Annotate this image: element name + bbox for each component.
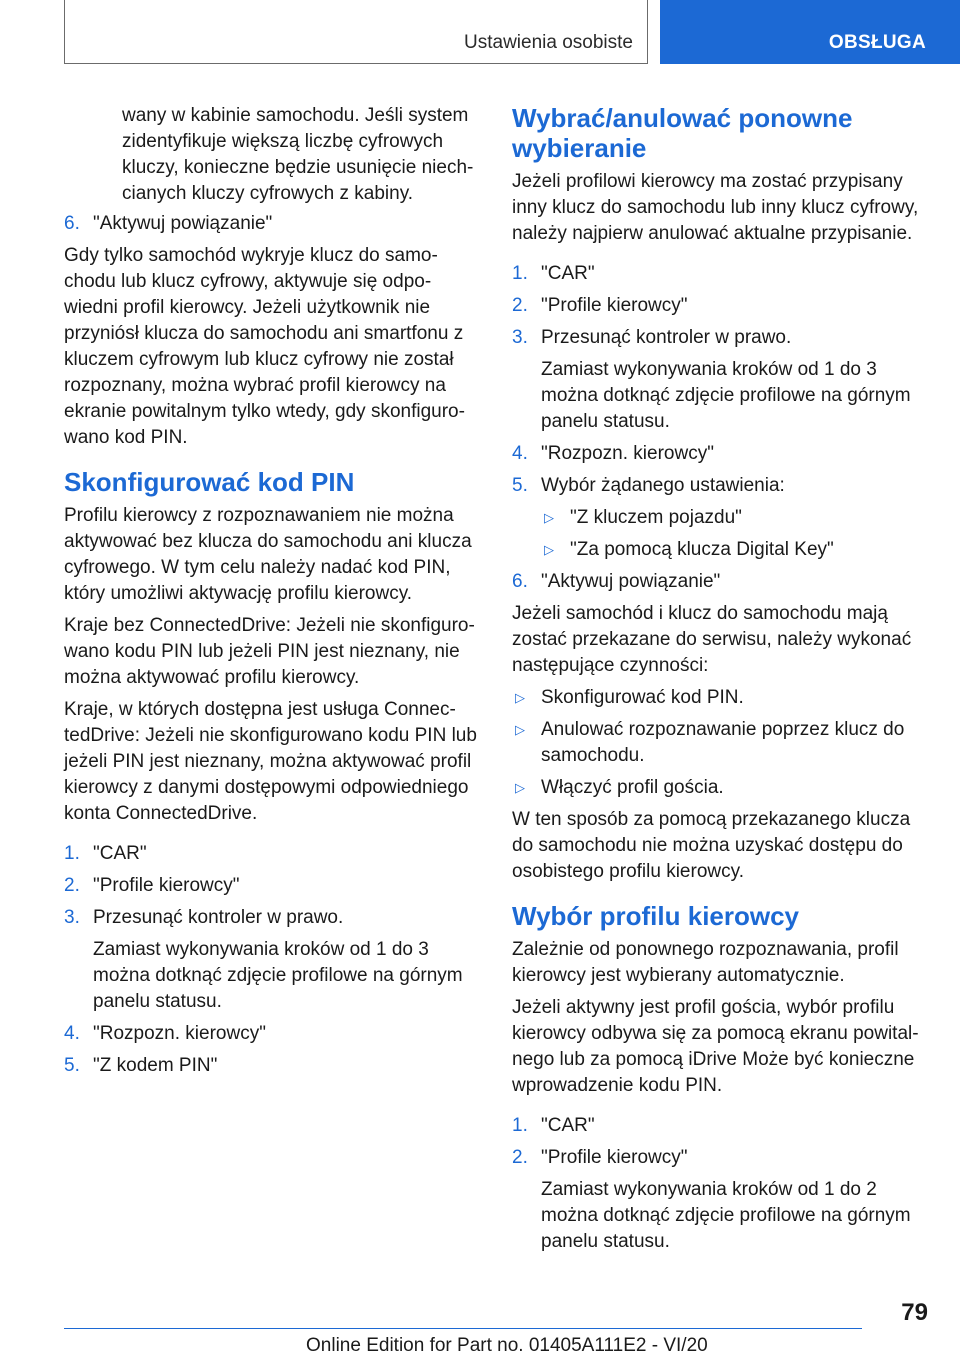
reselect-step-list-end bbox=[512, 569, 926, 595]
list-item bbox=[512, 293, 926, 319]
step-number: 3. bbox=[512, 327, 528, 348]
list-item bbox=[512, 505, 926, 531]
step-note: Zamiast wykonywania kroków od 1 do 3 można dotknąć zdjęcie profilowe na górnym panelu statusu. bbox=[93, 939, 463, 1012]
paragraph: Profilu kierowcy z rozpoznawaniem nie można aktywować bez klucza do samochodu ani klucza cyfrowego. W tym celu należy nadać kod PIN, który umożliwi aktywację profilu kierowcy. bbox=[64, 505, 472, 604]
paragraph: Jeżeli profilowi kierowcy ma zostać przypisany inny klucz do samochodu lub inny klucz cyfrowy, należy najpierw anulować aktualne przypisanie. bbox=[512, 171, 919, 244]
step-number: 3. bbox=[64, 907, 80, 928]
step-number: 1. bbox=[64, 843, 80, 864]
paragraph: Jeżeli samochód i klucz do samochodu mają zostać przekazane do serwisu, należy wykonać następujące czynności: bbox=[512, 603, 912, 676]
list-item bbox=[64, 841, 478, 867]
step-number: 2. bbox=[512, 1147, 528, 1168]
left-column bbox=[64, 103, 478, 1085]
list-item bbox=[512, 473, 926, 499]
header-section-title: Ustawienia osobiste bbox=[464, 32, 633, 53]
list-item bbox=[512, 325, 926, 435]
step-number: 6. bbox=[64, 213, 80, 234]
list-item bbox=[512, 1145, 926, 1255]
bullet-text: Skonfigurować kod PIN. bbox=[541, 687, 744, 708]
header-chapter-label: OBSŁUGA bbox=[828, 32, 926, 53]
step-number: 1. bbox=[512, 263, 528, 284]
step-number: 4. bbox=[64, 1023, 80, 1044]
pin-step-list bbox=[64, 841, 478, 1079]
step-text: "CAR" bbox=[541, 1115, 595, 1136]
continued-step-text: wany w kabinie samochodu. Jeśli system zidentyfikuje większą liczbę cyfrowych kluczy, konieczne będzie usunięcie niechcianych kluczy cyfrowych z kabiny. bbox=[122, 105, 474, 204]
paragraph: Gdy tylko samochód wykryje klucz do samochodu lub klucz cyfrowy, aktywuje się odpowiedni profil kierowcy. Jeżeli użytkownik nie przyniósł klucza do samochodu ani smartfonu z kluczem cyfrowym lub klucz cyfrowy nie został rozpoznany, można wybrać profil kierowcy na ekranie powitalnym tylko wtedy, gdy skonfigurowano kod PIN. bbox=[64, 245, 465, 448]
reselect-step-list bbox=[512, 261, 926, 499]
step-note: Zamiast wykonywania kroków od 1 do 3 można dotknąć zdjęcie profilowe na górnym panelu statusu. bbox=[541, 359, 911, 432]
paragraph: Kraje bez ConnectedDrive: Jeżeli nie skonfigurowano kodu PIN lub jeżeli PIN jest nieznany, nie można aktywować profilu kierowcy. bbox=[64, 615, 475, 688]
section-heading-reselect: Wybrać/anulować ponowne wybieranie bbox=[512, 103, 853, 163]
triangle-bullet-icon: ▷ bbox=[544, 510, 554, 525]
header-section-box bbox=[64, 0, 648, 64]
step-number: 6. bbox=[512, 571, 528, 592]
step-number: 2. bbox=[64, 875, 80, 896]
list-item bbox=[512, 685, 926, 711]
header-chapter-tab bbox=[660, 0, 960, 64]
footer-edition-text: Online Edition for Part no. 01405A111E2 - VI/20 bbox=[306, 1335, 708, 1356]
step-number: 4. bbox=[512, 443, 528, 464]
step-text: "Rozpozn. kierowcy" bbox=[93, 1023, 266, 1044]
triangle-bullet-icon: ▷ bbox=[544, 542, 554, 557]
bullet-text: Włączyć profil gościa. bbox=[541, 777, 724, 798]
triangle-bullet-icon: ▷ bbox=[515, 722, 525, 737]
footer-divider bbox=[64, 1328, 862, 1329]
step-list-continued bbox=[64, 211, 478, 237]
service-bullet-list bbox=[512, 685, 926, 801]
step-text: "CAR" bbox=[93, 843, 147, 864]
section-heading-profile-select: Wybór profilu kierowcy bbox=[512, 901, 800, 931]
paragraph: Jeżeli aktywny jest profil gościa, wybór profilu kierowcy odbywa się za pomocą ekranu powitalnego lub za pomocą iDrive Może być konieczne wprowadzenie kodu PIN. bbox=[512, 997, 919, 1096]
list-item bbox=[512, 717, 926, 769]
step-text: "Z kodem PIN" bbox=[93, 1055, 218, 1076]
step-number: 5. bbox=[512, 475, 528, 496]
step-text: "Profile kierowcy" bbox=[93, 875, 240, 896]
list-item bbox=[512, 537, 926, 563]
bullet-text: "Z kluczem pojazdu" bbox=[570, 507, 742, 528]
bullet-text: Anulować rozpoznawanie poprzez klucz do samochodu. bbox=[541, 719, 905, 766]
list-item bbox=[64, 1053, 478, 1079]
list-item bbox=[64, 211, 478, 237]
page-number: 79 bbox=[901, 1299, 928, 1326]
step-number: 1. bbox=[512, 1115, 528, 1136]
list-item bbox=[64, 905, 478, 1015]
list-item bbox=[512, 775, 926, 801]
triangle-bullet-icon: ▷ bbox=[515, 780, 525, 795]
list-item bbox=[512, 569, 926, 595]
paragraph: Zależnie od ponownego rozpoznawania, profil kierowcy jest wybierany automatycznie. bbox=[512, 939, 899, 986]
triangle-bullet-icon: ▷ bbox=[515, 690, 525, 705]
sub-bullet-list bbox=[512, 505, 926, 563]
right-column bbox=[512, 103, 926, 1261]
section-heading-pin: Skonfigurować kod PIN bbox=[64, 467, 355, 497]
list-item bbox=[512, 261, 926, 287]
step-text: "CAR" bbox=[541, 263, 595, 284]
step-number: 5. bbox=[64, 1055, 80, 1076]
list-item bbox=[64, 873, 478, 899]
paragraph: W ten sposób za pomocą przekazanego klucza do samochodu nie można uzyskać dostępu do osobistego profilu kierowcy. bbox=[512, 809, 911, 882]
bullet-text: "Za pomocą klucza Digital Key" bbox=[570, 539, 834, 560]
step-text: "Rozpozn. kierowcy" bbox=[541, 443, 714, 464]
step-text: "Profile kierowcy" bbox=[541, 1147, 688, 1168]
step-text: "Profile kierowcy" bbox=[541, 295, 688, 316]
step-text: Wybór żądanego ustawienia: bbox=[541, 475, 785, 496]
step-text: "Aktywuj powiązanie" bbox=[93, 213, 273, 234]
step-number: 2. bbox=[512, 295, 528, 316]
list-item bbox=[512, 441, 926, 467]
profile-select-step-list bbox=[512, 1113, 926, 1255]
list-item bbox=[64, 1021, 478, 1047]
step-text: Przesunąć kontroler w prawo. bbox=[93, 907, 344, 928]
step-text: Przesunąć kontroler w prawo. bbox=[541, 327, 792, 348]
step-note: Zamiast wykonywania kroków od 1 do 2 można dotknąć zdjęcie profilowe na górnym panelu statusu. bbox=[541, 1179, 911, 1252]
step-text: "Aktywuj powiązanie" bbox=[541, 571, 721, 592]
list-item bbox=[512, 1113, 926, 1139]
paragraph: Kraje, w których dostępna jest usługa ConnectedDrive: Jeżeli nie skonfigurowano kodu PIN lub jeżeli PIN jest nieznany, można aktywować profil kierowcy z danymi dostępowymi odpowiedniego konta ConnectedDrive. bbox=[64, 699, 477, 824]
